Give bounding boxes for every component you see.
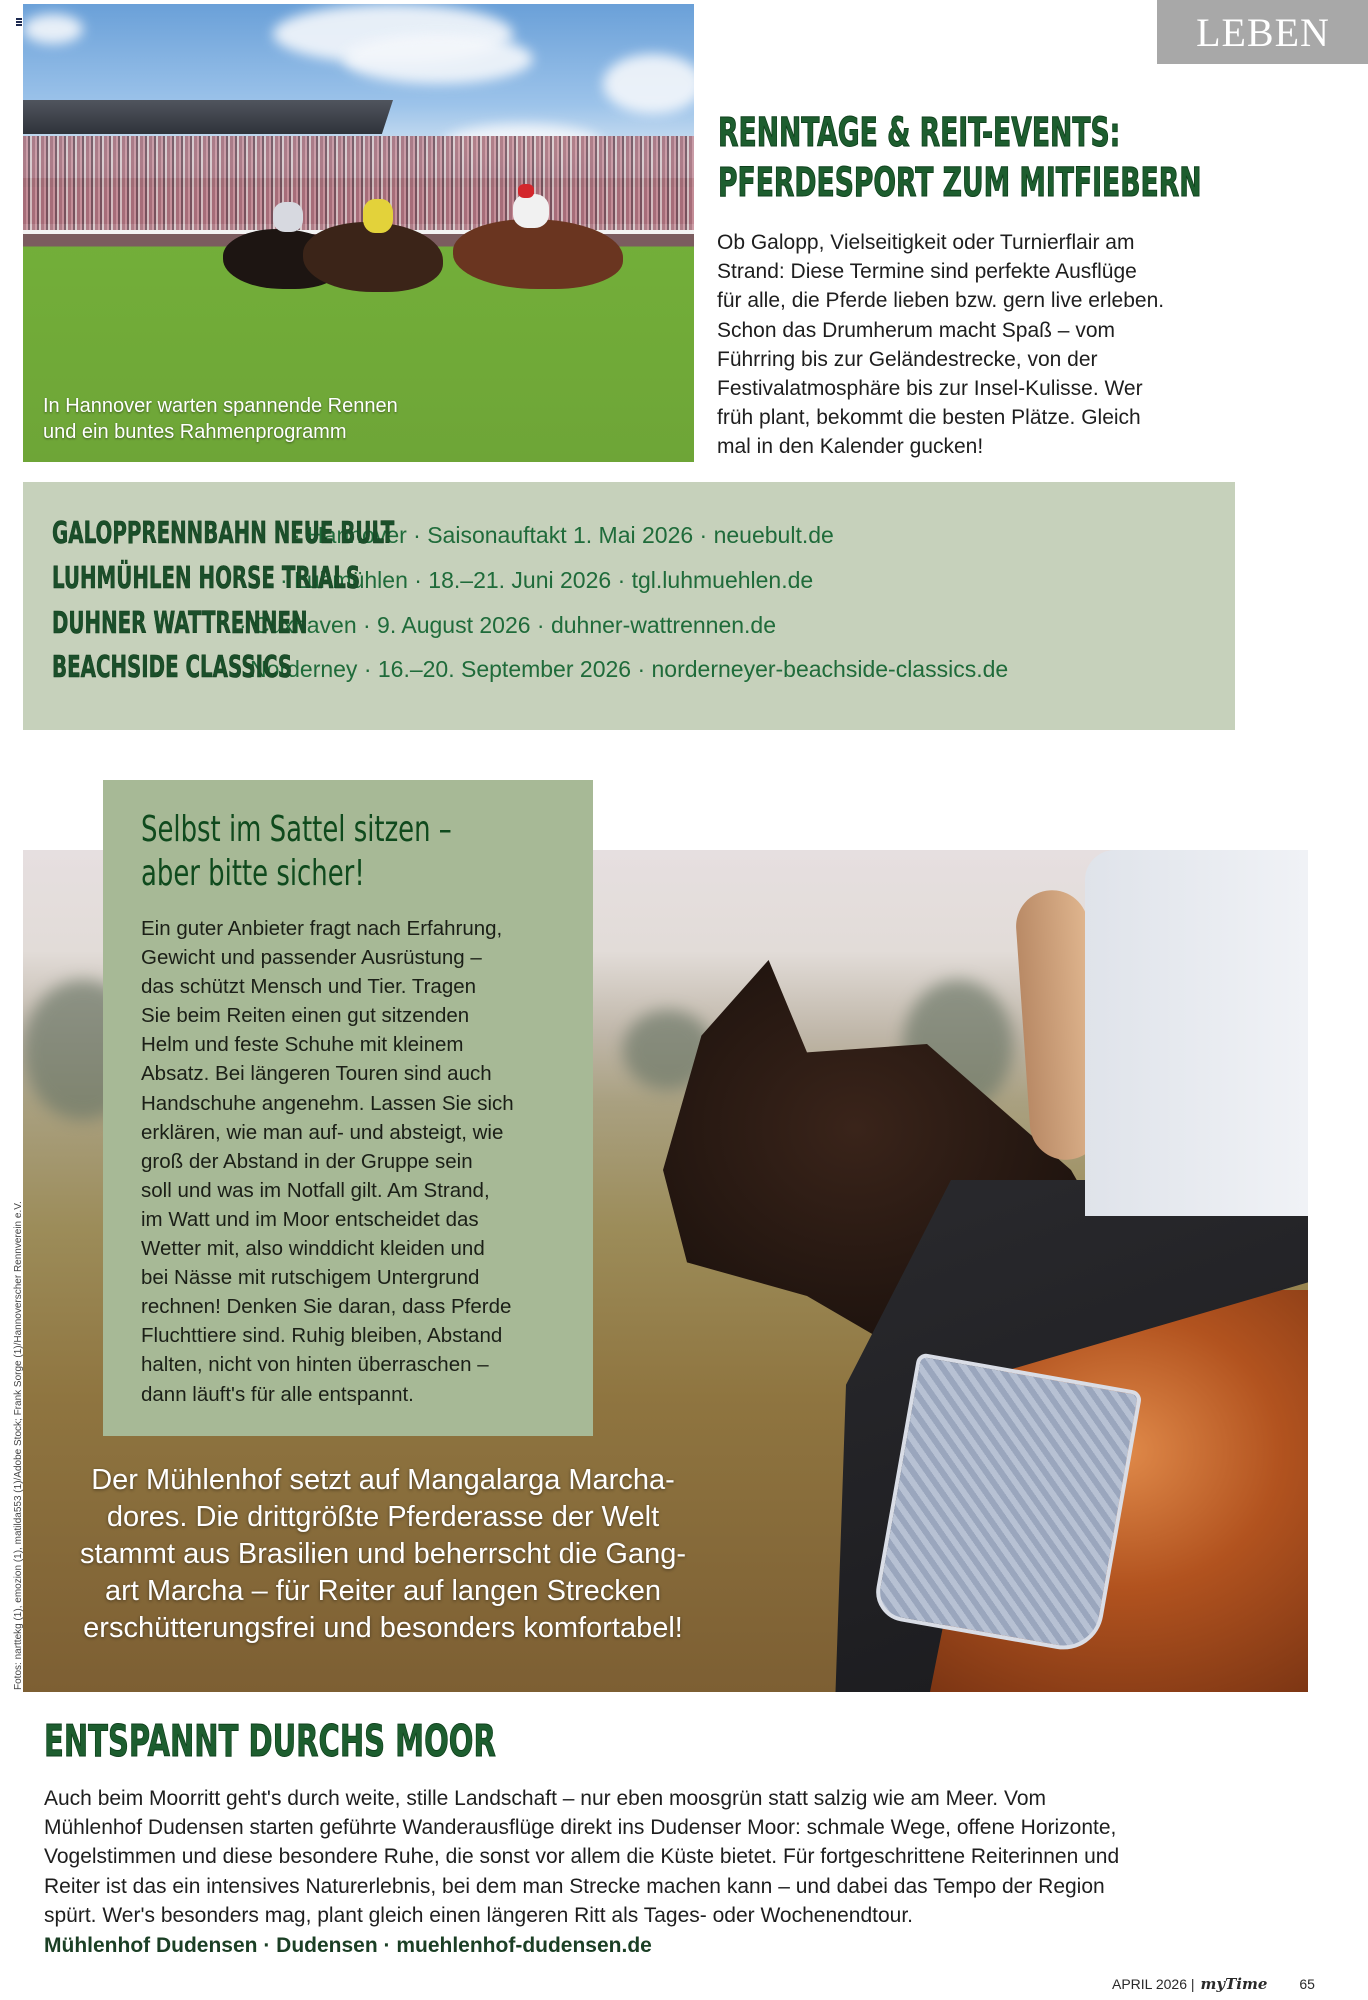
event-row bbox=[52, 516, 834, 551]
section-label: LEBEN bbox=[1157, 0, 1368, 64]
events-box bbox=[23, 482, 1235, 730]
event-details[interactable]: · Norderney · 16.–20. September 2026 · norderneyer-beachside-classics.de bbox=[236, 656, 1009, 682]
moor-headline: ENTSPANNT DURCHS MOOR bbox=[44, 1716, 496, 1767]
event-details[interactable]: · Luhmühlen · 18.–21. Juni 2026 · tgl.luhmuehlen.de bbox=[280, 567, 814, 593]
issue-date: APRIL 2026 | bbox=[1112, 1976, 1195, 1992]
events-intro: Ob Galopp, Vielseitigkeit oder Turnierflair am Strand: Diese Termine sind perfekte Ausflüge für alle, die Pferde lieben bzw. gern live erleben. Schon das Drumherum macht Spaß – vom Führring bis zur Geländestrecke, von der Festivalatmosphäre bis zur Insel-Kulisse. Wer früh plant, bekommt die besten Plätze. Gleich mal in den Kalender gucken! bbox=[717, 231, 1165, 459]
page-footer bbox=[1112, 1975, 1315, 1993]
event-name: DUHNER WATTRENNEN bbox=[52, 606, 308, 641]
event-row bbox=[52, 650, 1008, 685]
event-name: GALOPPRENNBAHN NEUE BULT bbox=[52, 516, 395, 551]
event-name: BEACHSIDE CLASSICS bbox=[52, 650, 293, 685]
race-photo-caption: In Hannover warten spannende Rennen und ein buntes Rahmenprogramm bbox=[43, 395, 398, 443]
event-details[interactable]: · Cuxhaven · 9. August 2026 · duhner-wattrennen.de bbox=[239, 612, 777, 638]
event-row bbox=[52, 606, 776, 641]
safety-tip-text: Ein guter Anbieter fragt nach Erfahrung, Gewicht und passender Ausrüstung – das schützt Mensch und Tier. Tragen Sie beim Reiten einen gut sitzenden Helm und feste Schuhe mit kleinem Absatz. Bei längeren Touren sind auch Handschuhe angenehm. Lassen Sie sich erklären, wie man auf- und absteigt, wie groß der Abstand in der Gruppe sein soll und was im Notfall gilt. Am Strand, im Watt und im Moor entscheidet das Wetter mit, also winddicht kleiden und bei Nässe mit rutschigem Untergrund rechnen! Denken Sie daran, dass Pferde Fluchttiere sind. Ruhig bleiben, Abstand halten, nicht von hinten überraschen – dann läuft's für alle entspannt. bbox=[141, 917, 514, 1406]
horse-breed-quote: Der Mühlenhof setzt auf Mangalarga Marcha- dores. Die drittgrößte Pferderasse der Welt stammt aus Brasilien und beherrscht die Gang- art Marcha – für Reiter auf langen Strecken erschütterungsfrei und besonders komfortabel! bbox=[79, 1464, 687, 1644]
moor-body-text: Auch beim Moorritt geht's durch weite, stille Landschaft – nur eben moosgrün statt salzig wie am Meer. Vom Mühlenhof Dudensen starten geführte Wanderausflüge direkt ins Dudenser Moor: schmale Wege, offene Horizonte, Vogelstimmen und diese besondere Ruhe, die sonst vor allem die Küste bietet. Für fortgeschrittene Reiterinnen und Reiter ist das ein intensives Naturerlebnis, bei dem man Strecke machen kann – und dabei das Tempo der Region spürt. Wer's besonders mag, plant gleich einen längeren Ritt als Tages- oder Wochenendtour. bbox=[44, 1787, 1120, 1927]
event-row bbox=[52, 561, 813, 596]
safety-tip-title: Selbst im Sattel sitzen – aber bitte sicher! bbox=[141, 809, 452, 894]
event-name: LUHMÜHLEN HORSE TRIALS bbox=[52, 561, 361, 596]
page-number: 65 bbox=[1299, 1976, 1315, 1992]
events-headline: RENNTAGE & REIT-EVENTS: PFERDESPORT ZUM MITFIEBERN bbox=[718, 110, 1202, 206]
moor-contact-link[interactable]: Mühlenhof Dudensen · Dudensen · muehlenhof-dudensen.de bbox=[44, 1934, 652, 1957]
photo-credit: Fotos: narttekg (1), emozion (1), matilda553 (1)/Adobe Stock; Frank Sorge (1)/Hannoverscher Rennverein e.V. bbox=[13, 1201, 24, 1690]
crop-mark bbox=[16, 18, 22, 26]
race-photo bbox=[23, 4, 694, 462]
event-details[interactable]: · Hannover · Saisonauftakt 1. Mai 2026 · neuebult.de bbox=[293, 522, 834, 548]
magazine-brand: myTime bbox=[1200, 1975, 1268, 1993]
safety-tip-box bbox=[103, 780, 593, 1436]
